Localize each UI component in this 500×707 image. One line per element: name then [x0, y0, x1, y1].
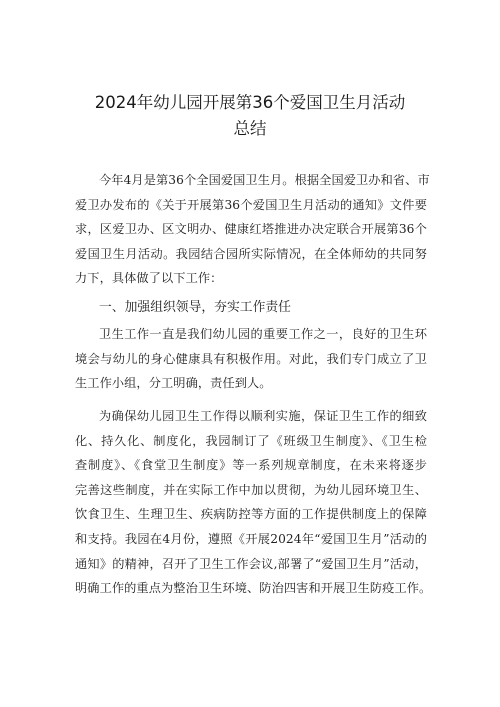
- paragraph-line: 查制度》、《食堂卫生制度》等一系列规章制度，在未来将逐步: [75, 458, 427, 473]
- paragraph-line: 生工作小组，分工明确，责任到人。: [75, 376, 272, 391]
- paragraph-line: 饮食卫生、生理卫生、疾病防控等方面的工作提供制度上的保障: [75, 507, 427, 522]
- intro-line: 力下，具体做了以下工作：: [75, 271, 223, 286]
- paragraph-line: 明确工作的重点为整治卫生环境、防治四害和开展卫生防疫工作。: [75, 581, 432, 596]
- intro-line: 爱卫办发布的《关于开展第36个爱国卫生月活动的通知》文件要: [75, 197, 427, 212]
- document-title-continued: 总结: [233, 119, 267, 138]
- paragraph-line: 化、持久化、制度化，我园制订了《班级卫生制度》、《卫生检: [75, 433, 427, 448]
- intro-line: 求，区爱卫办、区文明办、健康红塔推进办决定联合开展第36个: [75, 222, 427, 237]
- paragraph-line: 为确保幼儿园卫生工作得以顺利实施，保证卫生工作的细致: [99, 409, 427, 423]
- intro-paragraph: [75, 168, 430, 291]
- section-paragraph: [75, 404, 432, 601]
- intro-line: 今年4月是第36个全国爱国卫生月。根据全国爱卫办和省、市: [99, 173, 430, 187]
- section-heading: 一、加强组织领导，夯实工作责任: [99, 300, 291, 315]
- section-paragraph: [75, 322, 427, 396]
- paragraph-line: 和支持。我园在4月份，遵照《开展2024年“爱国卫生月”活动的: [75, 531, 427, 546]
- document-title: 2024年幼儿园开展第36个爱国卫生月活动: [94, 93, 406, 112]
- paragraph-line: 完善这些制度，并在实际工作中加以贯彻，为幼儿园环境卫生、: [75, 482, 427, 497]
- paragraph-line: 通知》的精神，召开了卫生工作会议,部署了“爱国卫生月”活动，: [75, 556, 427, 571]
- paragraph-line: 卫生工作一直是我们幼儿园的重要工作之一，良好的卫生环: [99, 327, 427, 341]
- intro-line: 爱国卫生月活动。我园结合园所实际情况，在全体师幼的共同努: [75, 246, 427, 261]
- paragraph-line: 境会与幼儿的身心健康具有积极作用。对此，我们专门成立了卫: [75, 351, 427, 366]
